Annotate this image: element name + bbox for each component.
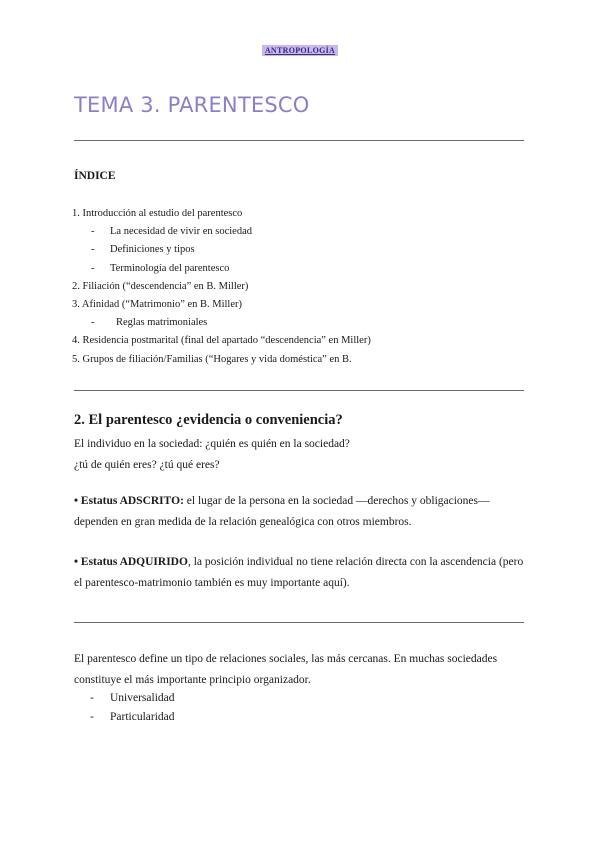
list-dash: -	[90, 711, 94, 723]
toc-subitem-label: La necesidad de vivir en sociedad	[110, 226, 252, 238]
section-heading: 2. El parentesco ¿evidencia o conveniencia?	[74, 412, 343, 428]
kinship-list	[90, 689, 175, 727]
intro-line: ¿tú de quién eres? ¿tú qué eres?	[74, 459, 220, 471]
intro-paragraph	[74, 434, 534, 476]
divider	[74, 390, 524, 391]
status-adquirido-paragraph	[74, 552, 534, 594]
list-item	[90, 689, 175, 708]
toc-subitem	[72, 223, 371, 241]
divider	[74, 622, 524, 623]
status-adquirido-text: , la posición individual no tiene relación directa con la ascendencia (pero el parentesco-matrimonio también es muy importante aquí).	[74, 556, 524, 589]
page-title: TEMA 3. PARENTESCO	[74, 93, 310, 117]
subject-header	[0, 38, 600, 57]
toc-item: 4. Residencia postmarital (final del apartado “descendencia” en Miller)	[72, 335, 371, 347]
toc-subitem	[72, 241, 371, 259]
toc-subitem	[72, 314, 371, 332]
list-item	[90, 708, 175, 727]
toc-item: 3. Afinidad (“Matrimonio” en B. Miller)	[72, 299, 243, 311]
status-adscrito-paragraph	[74, 491, 534, 533]
intro-line: El individuo en la sociedad: ¿quién es quién en la sociedad?	[74, 438, 350, 450]
toc-subitem-label: Definiciones y tipos	[110, 244, 195, 256]
table-of-contents	[72, 205, 371, 369]
list-dash: -	[90, 692, 94, 704]
status-adquirido-label: • Estatus ADQUIRIDO	[74, 556, 188, 568]
kinship-paragraph: El parentesco define un tipo de relaciones sociales, las más cercanas. En muchas sociedades constituye el más importante principio organizador.	[74, 653, 498, 686]
toc-subitem	[72, 260, 371, 278]
toc-subitem-label: Terminología del parentesco	[110, 262, 230, 274]
toc-subitem-label: Reglas matrimoniales	[116, 317, 208, 329]
list-dash: -	[91, 226, 95, 238]
toc-item: 2. Filiación (“descendencia” en B. Miller)	[72, 280, 249, 292]
toc-item: 1. Introducción al estudio del parentesco	[72, 208, 243, 219]
status-adscrito-label: • Estatus ADSCRITO:	[74, 495, 184, 507]
status-adscrito-text: el lugar de la persona en la sociedad —derechos y obligaciones— dependen en gran medida de la relación genealógica con otros miembros.	[74, 495, 490, 528]
index-heading: ÍNDICE	[74, 170, 116, 182]
list-dash: -	[91, 262, 95, 274]
list-dash: -	[91, 244, 95, 256]
list-item-label: Particularidad	[110, 711, 175, 723]
toc-item: 5. Grupos de filiación/Familias (“Hogares y vida doméstica” en B.	[72, 353, 352, 365]
divider	[74, 140, 524, 141]
list-item-label: Universalidad	[110, 692, 175, 704]
subject-tag: ANTROPOLOGÍA	[262, 45, 338, 56]
list-dash: -	[91, 317, 95, 329]
